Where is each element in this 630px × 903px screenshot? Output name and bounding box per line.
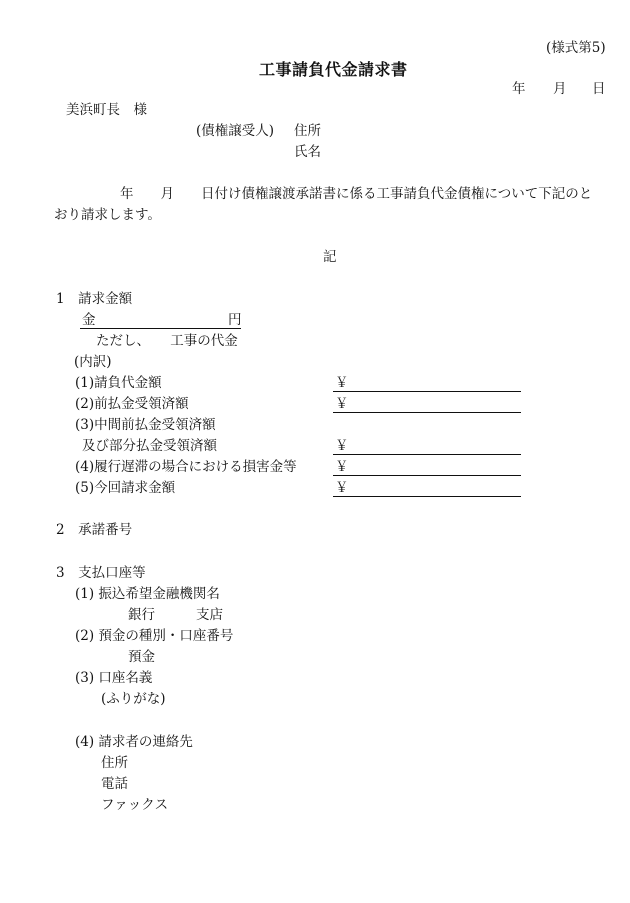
deposit-label: 預金 (128, 649, 155, 665)
breakdown-label: (内訳) (74, 354, 112, 370)
breakdown-item-2-underline (333, 412, 521, 413)
proviso-text: ただし、 工事の代金 (96, 333, 238, 349)
furigana-label: (ふりがな) (101, 691, 166, 707)
section3-heading: 3 支払口座等 (56, 565, 146, 581)
deposit-type-label: (2) 預金の種別・口座番号 (75, 628, 234, 644)
amount-underline (80, 328, 241, 329)
breakdown-item-1-underline (333, 391, 521, 392)
branch-label: 支店 (196, 607, 223, 623)
breakdown-item-5-underline (333, 496, 521, 497)
claimant-name-label: 氏名 (294, 144, 321, 160)
addressee: 美浜町長 様 (66, 102, 147, 118)
contact-address-label: 住所 (101, 755, 128, 771)
claimant-role: (債権譲受人) (196, 123, 275, 139)
contact-fax-label: ファックス (101, 797, 169, 813)
date-month-label: 月 (553, 81, 567, 97)
breakdown-item-5-label: (5)今回請求金額 (75, 480, 176, 496)
amount-suffix: 円 (228, 312, 242, 328)
body-text-line2: おり請求します。 (54, 207, 161, 223)
breakdown-item-3-underline (333, 454, 521, 455)
section1-heading: 1 請求金額 (56, 291, 133, 307)
date-day-label: 日 (592, 81, 606, 97)
claimant-address-label: 住所 (294, 123, 321, 139)
ki-heading: 記 (323, 249, 337, 265)
section2-heading: 2 承諾番号 (56, 522, 133, 538)
contact-label: (4) 請求者の連絡先 (75, 734, 193, 750)
form-number: (様式第5) (546, 40, 606, 56)
amount-prefix: 金 (82, 312, 96, 328)
document-title: 工事請負代金請求書 (259, 60, 408, 79)
contact-phone-label: 電話 (101, 776, 128, 792)
breakdown-item-3-label: (3)中間前払金受領済額 (75, 417, 216, 433)
bank-name-label: (1) 振込希望金融機関名 (75, 586, 220, 602)
breakdown-item-4-underline (333, 475, 521, 476)
breakdown-item-4-currency: ￥ (335, 459, 349, 475)
date-year-label: 年 (512, 81, 526, 97)
breakdown-item-5-currency: ￥ (335, 480, 349, 496)
breakdown-item-2-label: (2)前払金受領済額 (75, 396, 189, 412)
breakdown-item-1-label: (1)請負代金額 (75, 375, 162, 391)
breakdown-item-1-currency: ￥ (335, 375, 349, 391)
breakdown-item-3-currency: ￥ (335, 438, 349, 454)
account-holder-label: (3) 口座名義 (75, 670, 153, 686)
bank-label: 銀行 (128, 607, 155, 623)
breakdown-item-2-currency: ￥ (335, 396, 349, 412)
breakdown-item-3-label-cont: 及び部分払金受領済額 (82, 438, 217, 454)
body-text-line1: 年 月 日付け債権譲渡承諾書に係る工事請負代金債権について下記のと (120, 186, 593, 202)
breakdown-item-4-label: (4)履行遅滞の場合における損害金等 (75, 459, 297, 475)
